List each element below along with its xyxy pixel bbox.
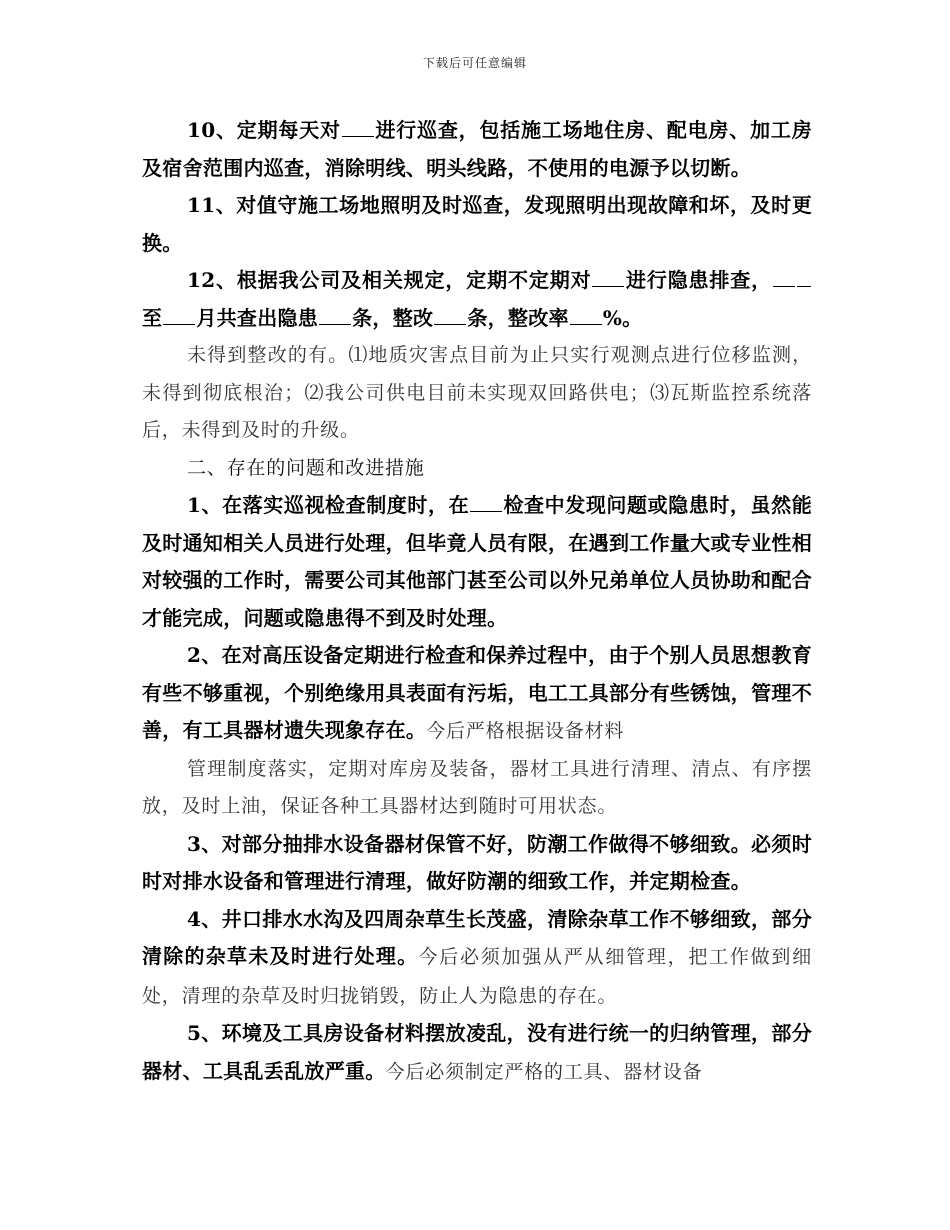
blank-field [434, 306, 466, 325]
item-10 [142, 112, 812, 187]
problem-1-text-b: 检查中发现问题或隐患时，虽然能及时通知相关人员进行处理，但毕竟人员有限，在遇到工作量大或专业性相对较强的工作时，需要公司其他部门甚至公司以外兄弟单位人员协助和配合才能完成，问题或隐患得不到及时处理。 [142, 493, 813, 630]
problem-2 [142, 637, 812, 751]
item-10-text-a: 10、定期每天对 [187, 118, 341, 142]
blank-field [163, 306, 195, 325]
item-12-text-g: %。 [602, 305, 643, 330]
blank-field [342, 118, 374, 137]
problem-1-text-a: 1、在落实巡视检查制度时，在 [187, 493, 470, 517]
page-header: 下载后可任意编辑 [422, 56, 527, 70]
item-12-text-b: 进行隐患排查， [625, 268, 772, 292]
problem-5 [142, 1015, 812, 1091]
item-12-text-c: 至 [142, 305, 163, 330]
problem-2-bold: 2、在对高压设备定期进行检查和保养过程中，由于个别人员思想教育有些不够重视，个别绝缘用具表面有污垢，电工工具部分有些锈蚀，管理不善，有工具器材遗失现象存在。 [142, 643, 812, 742]
blank-field [319, 306, 351, 325]
problem-5-bold: 5、环境及工具房设备材料摆放凌乱，没有进行统一的归纳管理，部分器材、工具乱丢乱放严重。 [142, 1021, 812, 1083]
problem-3: 3、对部分抽排水设备器材保管不好，防潮工作做得不够细致。必须时时对排水设备和管理进行清理，做好防潮的细致工作，并定期检查。 [142, 831, 812, 893]
blank-field [470, 493, 502, 512]
problem-2-continued: 管理制度落实，定期对库房及装备，器材工具进行清理、清点、有序摆放，及时上油，保证各种工具器材达到随时可用状态。 [142, 757, 812, 817]
problem-5-light: 今后必须制定严格的工具、器材设备 [385, 1060, 703, 1083]
problem-4 [142, 901, 812, 1016]
problem-4-bold: 4、井口排水水沟及四周杂草生长茂盛，清除杂草工作不够细致，部分清除的杂草未及时进行处理。 [142, 906, 812, 968]
item-12-text-f: 条，整改率 [467, 305, 569, 330]
item-12-text-a: 12、根据我公司及相关规定，定期不定期对 [187, 268, 592, 292]
blank-field [592, 268, 624, 287]
unresolved-issues: 未得到整改的有。⑴地质灾害点目前为止只实行观测点进行位移监测，未得到彻底根治；⑵我公司供电目前未实现双回路供电；⑶瓦斯监控系统落后，未得到及时的升级。 [142, 344, 812, 441]
problem-4-light: 今后必须加强从严从细管理，把工作做到细处，清理的杂草及时归拢销毁，防止人为隐患的存在。 [142, 946, 812, 1007]
section-title: 二、存在的问题和改进措施 [187, 456, 425, 479]
item-12-text-e: 条，整改 [352, 305, 434, 330]
item-11: 11、对值守施工场地照明及时巡查，发现照明出现故障和坏，及时更换。 [142, 193, 812, 255]
item-12-text-d: 月共查出隐患 [196, 305, 319, 330]
blank-field [797, 268, 811, 287]
blank-field [773, 268, 795, 287]
document-body [142, 112, 812, 1091]
blank-field [570, 306, 602, 325]
item-12 [142, 262, 812, 337]
item-10-text-b: 进行巡查，包括施工场地住房、配电房、加工房及宿舍范围内巡查，消除明线、明头线路，不使用的电源予以切断。 [142, 118, 812, 180]
problem-2-light: 今后严格根据设备材料 [426, 720, 625, 742]
problem-1 [142, 487, 812, 637]
